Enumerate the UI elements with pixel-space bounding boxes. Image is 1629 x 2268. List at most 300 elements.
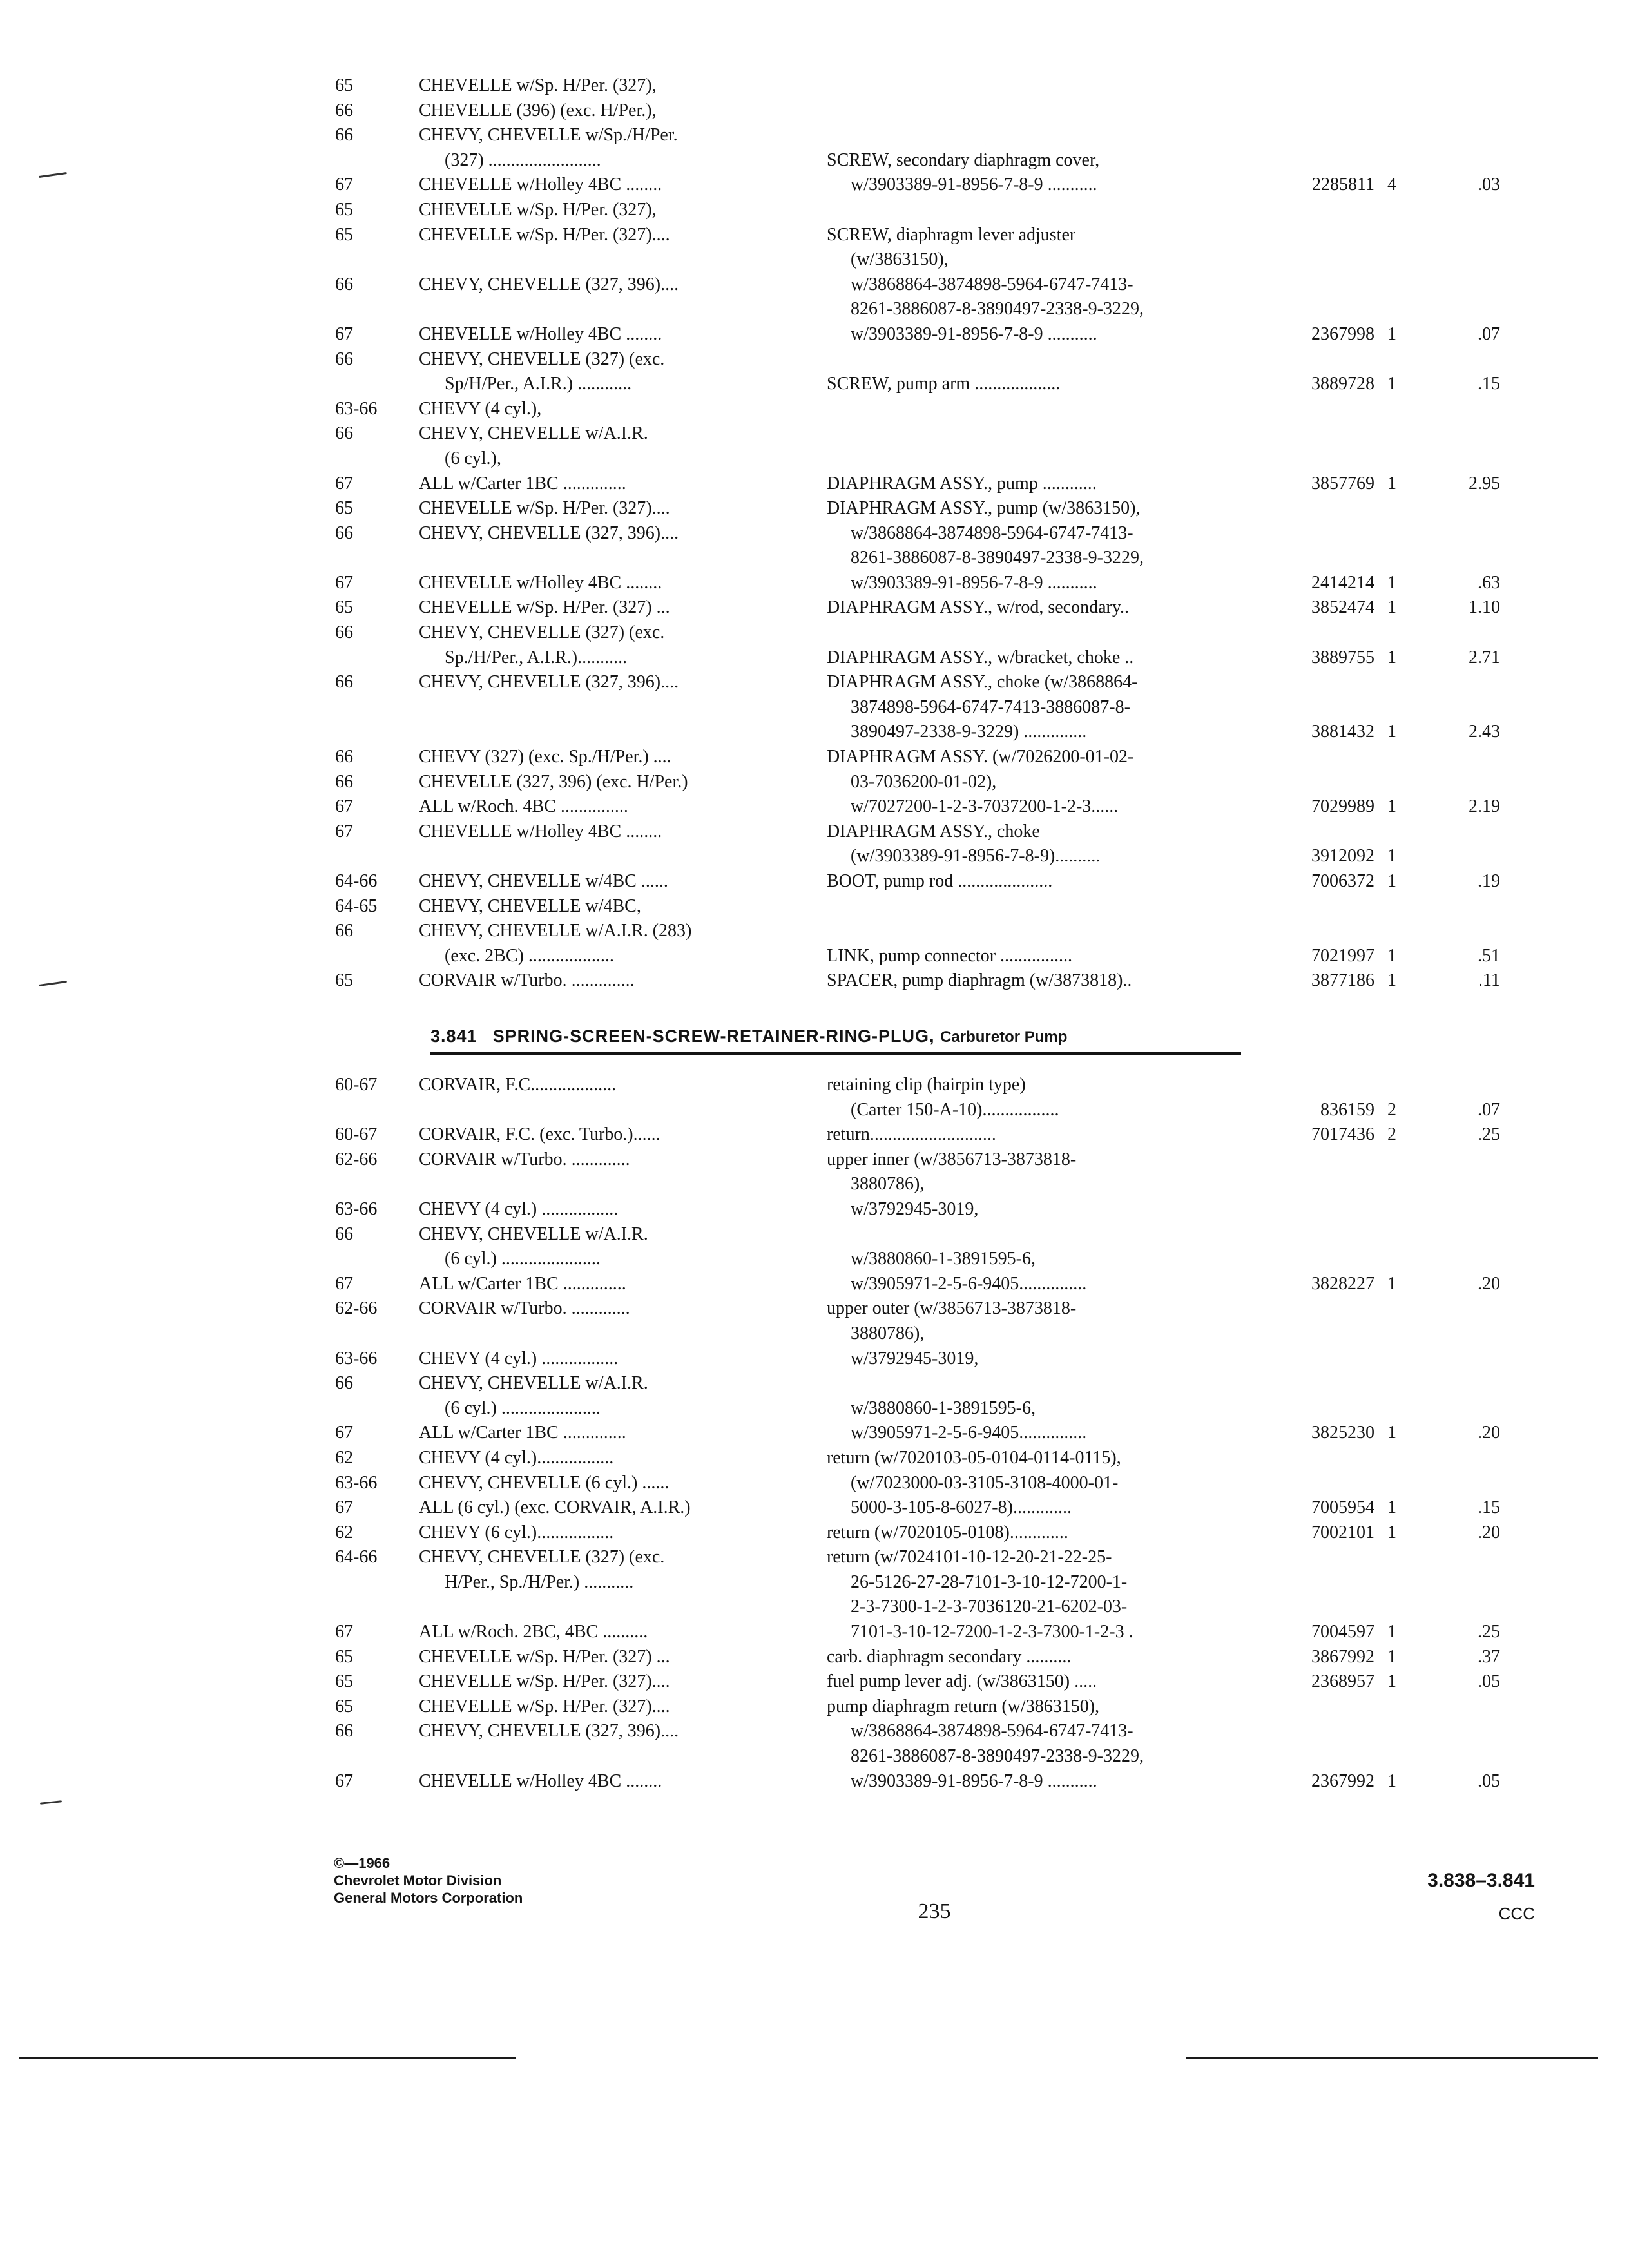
table-row xyxy=(335,820,1534,845)
quantity: 1 xyxy=(1387,722,1396,742)
model-year: 66 xyxy=(335,100,353,120)
model-application: CHEVY, CHEVELLE w/A.I.R. xyxy=(419,423,648,444)
table-row xyxy=(335,1247,1534,1272)
quantity: 1 xyxy=(1387,970,1396,991)
table-row xyxy=(335,1073,1534,1098)
model-application: (6 cyl.) ...................... xyxy=(445,1398,601,1418)
model-application: CHEVY, CHEVELLE w/Sp./H/Per. xyxy=(419,125,678,146)
part-number: 3877186 xyxy=(1311,970,1374,991)
model-application: CORVAIR w/Turbo. .............. xyxy=(419,970,635,991)
model-application: CORVAIR w/Turbo. ............. xyxy=(419,1149,630,1169)
model-year: 65 xyxy=(335,498,353,519)
model-year: 67 xyxy=(335,1273,353,1294)
section-number: 3.841 xyxy=(430,1026,477,1046)
table-row xyxy=(335,347,1534,372)
model-year: 64-66 xyxy=(335,1547,378,1568)
table-row xyxy=(335,1471,1534,1496)
part-number: 2285811 xyxy=(1312,175,1374,195)
model-application: (exc. 2BC) ................... xyxy=(445,945,614,966)
part-description: SCREW, diaphragm lever adjuster xyxy=(827,224,1076,245)
part-description: SCREW, pump arm ................... xyxy=(827,374,1061,394)
model-application: (6 cyl.) ...................... xyxy=(445,1249,601,1269)
quantity: 1 xyxy=(1387,597,1396,618)
model-year: 67 xyxy=(335,821,353,841)
bottom-rule xyxy=(19,2057,516,2059)
part-description: 7101-3-10-12-7200-1-2-3-7300-1-2-3 . xyxy=(851,1622,1133,1642)
part-description: w/7027200-1-2-3-7037200-1-2-3...... xyxy=(851,796,1119,817)
model-application: (6 cyl.), xyxy=(445,448,501,468)
price: .15 xyxy=(1478,1497,1500,1518)
model-application: CHEVELLE w/Sp. H/Per. (327).... xyxy=(419,224,670,245)
model-application: CHEVELLE w/Sp. H/Per. (327).... xyxy=(419,1671,670,1692)
bottom-rule xyxy=(1186,2057,1598,2059)
model-year: 65 xyxy=(335,1696,353,1716)
model-year: 67 xyxy=(335,1497,353,1518)
quantity: 1 xyxy=(1387,1497,1396,1518)
table-row xyxy=(335,1122,1534,1148)
part-description: DIAPHRAGM ASSY., w/rod, secondary.. xyxy=(827,597,1130,618)
part-number: 3867992 xyxy=(1311,1646,1374,1667)
table-row xyxy=(335,1669,1534,1695)
price: .37 xyxy=(1478,1646,1500,1667)
part-description: 03-7036200-01-02), xyxy=(851,771,997,792)
price: .20 xyxy=(1478,1273,1500,1294)
table-row xyxy=(335,720,1534,745)
table-row xyxy=(335,1272,1534,1297)
part-number: 3881432 xyxy=(1311,722,1374,742)
table-row xyxy=(335,521,1534,546)
model-year: 65 xyxy=(335,199,353,220)
quantity: 4 xyxy=(1387,175,1396,195)
part-number: 7004597 xyxy=(1311,1622,1374,1642)
model-application: CHEVY (6 cyl.)................. xyxy=(419,1522,614,1542)
model-application: CORVAIR, F.C. (exc. Turbo.)...... xyxy=(419,1124,660,1145)
table-row xyxy=(335,447,1534,472)
table-row xyxy=(335,1321,1534,1347)
part-description: w/3792945-3019, xyxy=(851,1348,979,1369)
model-application: H/Per., Sp./H/Per.) ........... xyxy=(445,1571,634,1592)
model-year: 66 xyxy=(335,921,353,941)
copyright-block xyxy=(334,1854,669,1907)
part-description: w/3880860-1-3891595-6, xyxy=(851,1249,1036,1269)
model-year: 67 xyxy=(335,572,353,593)
part-description: w/3903389-91-8956-7-8-9 ........... xyxy=(851,175,1097,195)
model-year: 67 xyxy=(335,1771,353,1791)
part-description: (Carter 150-A-10)................. xyxy=(851,1099,1059,1120)
part-description: w/3868864-3874898-5964-6747-7413- xyxy=(851,1721,1133,1742)
table-row xyxy=(335,297,1534,322)
quantity: 1 xyxy=(1387,871,1396,891)
table-row xyxy=(335,1645,1534,1670)
model-application: CHEVELLE w/Sp. H/Per. (327) ... xyxy=(419,597,670,618)
table-row xyxy=(335,1098,1534,1123)
model-year: 67 xyxy=(335,175,353,195)
table-row xyxy=(335,322,1534,347)
scan-mark xyxy=(40,1800,62,1805)
model-year: 62-66 xyxy=(335,1298,378,1319)
part-description: DIAPHRAGM ASSY., choke (w/3868864- xyxy=(827,672,1138,693)
part-number: 3889728 xyxy=(1311,374,1374,394)
table-row xyxy=(335,173,1534,198)
price: .51 xyxy=(1478,945,1500,966)
part-description: 5000-3-105-8-6027-8)............. xyxy=(851,1497,1072,1518)
model-year: 66 xyxy=(335,349,353,369)
price: .05 xyxy=(1478,1671,1500,1692)
model-year: 62-66 xyxy=(335,1149,378,1169)
part-description: return (w/7020105-0108)............. xyxy=(827,1522,1068,1542)
part-number: 2367998 xyxy=(1311,323,1374,344)
model-application: CHEVY (4 cyl.) ................. xyxy=(419,1198,619,1219)
part-description: DIAPHRAGM ASSY., pump ............ xyxy=(827,473,1097,494)
copyright-line: General Motors Corporation xyxy=(334,1890,523,1906)
model-application: CHEVELLE w/Sp. H/Per. (327), xyxy=(419,199,657,220)
model-application: CHEVELLE w/Holley 4BC ........ xyxy=(419,821,662,841)
table-row xyxy=(335,1521,1534,1546)
price: .19 xyxy=(1478,871,1500,891)
model-year: 63-66 xyxy=(335,398,378,419)
table-row xyxy=(335,894,1534,919)
part-description: w/3868864-3874898-5964-6747-7413- xyxy=(851,523,1133,543)
table-row xyxy=(335,223,1534,248)
model-application: (327) ......................... xyxy=(445,149,601,170)
quantity: 1 xyxy=(1387,1671,1396,1692)
model-application: CHEVY (4 cyl.), xyxy=(419,398,542,419)
model-application: CHEVY, CHEVELLE (327) (exc. xyxy=(419,622,665,643)
section-heading xyxy=(430,1021,1241,1055)
price: .25 xyxy=(1478,1622,1500,1642)
model-application: CHEVY, CHEVELLE w/4BC, xyxy=(419,896,641,916)
table-row xyxy=(335,496,1534,521)
model-year: 63-66 xyxy=(335,1472,378,1493)
model-application: CHEVELLE w/Holley 4BC ........ xyxy=(419,175,662,195)
part-description: DIAPHRAGM ASSY., w/bracket, choke .. xyxy=(827,647,1134,668)
part-description: w/3903389-91-8956-7-8-9 ........... xyxy=(851,572,1097,593)
part-description: DIAPHRAGM ASSY. (w/7026200-01-02- xyxy=(827,747,1134,767)
table-row xyxy=(335,844,1534,869)
part-number: 836159 xyxy=(1320,1099,1374,1120)
price: 2.71 xyxy=(1469,647,1500,668)
table-row xyxy=(335,1172,1534,1197)
part-description: w/3905971-2-5-6-9405............... xyxy=(851,1273,1087,1294)
part-description: (w/3903389-91-8956-7-8-9).......... xyxy=(851,846,1101,867)
model-application: CHEVELLE w/Sp. H/Per. (327).... xyxy=(419,498,670,519)
model-application: CHEVY, CHEVELLE (327) (exc. xyxy=(419,349,665,369)
model-application: CHEVELLE w/Sp. H/Per. (327).... xyxy=(419,1696,670,1716)
quantity: 1 xyxy=(1387,572,1396,593)
price: .07 xyxy=(1478,1099,1500,1120)
table-row xyxy=(335,99,1534,124)
part-number: 7017436 xyxy=(1311,1124,1374,1145)
table-row xyxy=(335,123,1534,148)
price: .03 xyxy=(1478,175,1500,195)
model-application: CHEVY, CHEVELLE (327, 396).... xyxy=(419,672,679,693)
model-application: CHEVY, CHEVELLE w/A.I.R. xyxy=(419,1373,648,1394)
model-application: ALL w/Roch. 4BC ............... xyxy=(419,796,628,817)
part-description: SPACER, pump diaphragm (w/3873818).. xyxy=(827,970,1132,991)
model-year: 66 xyxy=(335,747,353,767)
price: 1.10 xyxy=(1469,597,1500,618)
model-year: 65 xyxy=(335,1671,353,1692)
model-application: CHEVY, CHEVELLE w/A.I.R. (283) xyxy=(419,921,692,941)
table-row xyxy=(335,1495,1534,1521)
part-description: upper inner (w/3856713-3873818- xyxy=(827,1149,1077,1169)
price: 2.95 xyxy=(1469,473,1500,494)
table-row xyxy=(335,1446,1534,1471)
table-row xyxy=(335,620,1534,646)
model-application: CHEVELLE w/Holley 4BC ........ xyxy=(419,1771,662,1791)
model-year: 65 xyxy=(335,970,353,991)
model-year: 67 xyxy=(335,796,353,817)
part-description: SCREW, secondary diaphragm cover, xyxy=(827,149,1100,170)
part-description: DIAPHRAGM ASSY., pump (w/3863150), xyxy=(827,498,1141,519)
part-description: return (w/7024101-10-12-20-21-22-25- xyxy=(827,1547,1112,1568)
table-row xyxy=(335,1545,1534,1570)
table-row xyxy=(335,869,1534,894)
model-year: 63-66 xyxy=(335,1348,378,1369)
model-application: CHEVY, CHEVELLE (327, 396).... xyxy=(419,523,679,543)
model-application: CORVAIR, F.C................... xyxy=(419,1075,617,1095)
part-number: 3889755 xyxy=(1311,647,1374,668)
quantity: 1 xyxy=(1387,473,1396,494)
section-subtitle: Carburetor Pump xyxy=(940,1028,1068,1046)
quantity: 1 xyxy=(1387,1622,1396,1642)
model-application: CHEVELLE (327, 396) (exc. H/Per.) xyxy=(419,771,688,792)
table-row xyxy=(335,1421,1534,1446)
quantity: 1 xyxy=(1387,647,1396,668)
model-year: 64-66 xyxy=(335,871,378,891)
table-row xyxy=(335,421,1534,447)
model-application: CHEVY, CHEVELLE (327, 396).... xyxy=(419,1721,679,1742)
table-row xyxy=(335,919,1534,944)
model-application: CORVAIR w/Turbo. ............. xyxy=(419,1298,630,1319)
quantity: 1 xyxy=(1387,1646,1396,1667)
table-row xyxy=(335,968,1534,994)
model-application: Sp./H/Per., A.I.R.)........... xyxy=(445,647,628,668)
part-description: DIAPHRAGM ASSY., choke xyxy=(827,821,1040,841)
part-number: 7006372 xyxy=(1311,871,1374,891)
part-description: return............................ xyxy=(827,1124,996,1145)
price: .20 xyxy=(1478,1522,1500,1542)
part-description: return (w/7020103-05-0104-0114-0115), xyxy=(827,1447,1121,1468)
part-number: 3912092 xyxy=(1311,846,1374,867)
table-row xyxy=(335,397,1534,422)
part-description: 2-3-7300-1-2-3-7036120-21-6202-03- xyxy=(851,1597,1128,1617)
part-description: 8261-3886087-8-3890497-2338-9-3229, xyxy=(851,548,1144,568)
table-row xyxy=(335,1620,1534,1645)
table-row xyxy=(335,1197,1534,1222)
table-row xyxy=(335,695,1534,720)
model-year: 65 xyxy=(335,224,353,245)
price: 2.43 xyxy=(1469,722,1500,742)
part-number: 2414214 xyxy=(1311,572,1374,593)
model-application: CHEVY, CHEVELLE w/4BC ...... xyxy=(419,871,668,891)
model-application: CHEVY (327) (exc. Sp./H/Per.) .... xyxy=(419,747,671,767)
table-row xyxy=(335,1769,1534,1794)
model-application: ALL w/Roch. 2BC, 4BC .......... xyxy=(419,1622,648,1642)
table-row xyxy=(335,745,1534,770)
table-row xyxy=(335,670,1534,695)
table-row xyxy=(335,1371,1534,1396)
part-description: w/3905971-2-5-6-9405............... xyxy=(851,1423,1087,1443)
part-description: (w/3863150), xyxy=(851,249,949,270)
table-row xyxy=(335,571,1534,596)
quantity: 1 xyxy=(1387,323,1396,344)
model-year: 66 xyxy=(335,523,353,543)
model-application: ALL (6 cyl.) (exc. CORVAIR, A.I.R.) xyxy=(419,1497,691,1518)
model-year: 66 xyxy=(335,1721,353,1742)
table-row xyxy=(335,148,1534,173)
model-year: 60-67 xyxy=(335,1124,378,1145)
part-number: 7021997 xyxy=(1311,945,1374,966)
price: .25 xyxy=(1478,1124,1500,1145)
model-year: 66 xyxy=(335,423,353,444)
price: .05 xyxy=(1478,1771,1500,1791)
part-number: 3828227 xyxy=(1311,1273,1374,1294)
price: .63 xyxy=(1478,572,1500,593)
model-year: 65 xyxy=(335,597,353,618)
quantity: 1 xyxy=(1387,796,1396,817)
quantity: 1 xyxy=(1387,374,1396,394)
part-description: 3880786), xyxy=(851,1174,925,1195)
model-year: 67 xyxy=(335,1423,353,1443)
parts-table-bottom xyxy=(335,1073,1534,1794)
price: .11 xyxy=(1478,970,1500,991)
section-code: CCC xyxy=(1498,1904,1535,1923)
table-row xyxy=(335,73,1534,99)
model-year: 66 xyxy=(335,622,353,643)
model-application: CHEVY (4 cyl.) ................. xyxy=(419,1348,619,1369)
model-year: 60-67 xyxy=(335,1075,378,1095)
model-application: CHEVELLE (396) (exc. H/Per.), xyxy=(419,100,657,120)
price: .20 xyxy=(1478,1423,1500,1443)
table-row xyxy=(335,247,1534,273)
page-number: 235 xyxy=(918,1899,951,1923)
part-description: w/3880860-1-3891595-6, xyxy=(851,1398,1036,1418)
part-number: 3852474 xyxy=(1311,597,1374,618)
model-application: CHEVELLE w/Sp. H/Per. (327), xyxy=(419,75,657,95)
part-description: w/3868864-3874898-5964-6747-7413- xyxy=(851,274,1133,294)
part-number: 7005954 xyxy=(1311,1497,1374,1518)
part-description: w/3903389-91-8956-7-8-9 ........... xyxy=(851,323,1097,344)
model-year: 66 xyxy=(335,672,353,693)
model-year: 64-65 xyxy=(335,896,378,916)
scan-mark xyxy=(39,172,67,178)
table-row xyxy=(335,1744,1534,1769)
table-row xyxy=(335,198,1534,223)
table-row xyxy=(335,794,1534,820)
model-application: CHEVELLE w/Sp. H/Per. (327) ... xyxy=(419,1646,670,1667)
model-year: 66 xyxy=(335,125,353,146)
part-number: 2367992 xyxy=(1311,1771,1374,1791)
model-year: 66 xyxy=(335,1373,353,1394)
part-description: 3890497-2338-9-3229) .............. xyxy=(851,722,1087,742)
model-application: Sp/H/Per., A.I.R.) ............ xyxy=(445,374,632,394)
part-description: fuel pump lever adj. (w/3863150) ..... xyxy=(827,1671,1097,1692)
table-row xyxy=(335,372,1534,397)
quantity: 2 xyxy=(1387,1099,1396,1120)
model-year: 65 xyxy=(335,1646,353,1667)
part-number: 7002101 xyxy=(1311,1522,1374,1542)
quantity: 1 xyxy=(1387,1771,1396,1791)
price: .15 xyxy=(1478,374,1500,394)
part-description: 8261-3886087-8-3890497-2338-9-3229, xyxy=(851,299,1144,320)
quantity: 1 xyxy=(1387,1273,1396,1294)
price: 2.19 xyxy=(1469,796,1500,817)
model-year: 67 xyxy=(335,323,353,344)
table-row xyxy=(335,770,1534,795)
part-description: 26-5126-27-28-7101-3-10-12-7200-1- xyxy=(851,1571,1128,1592)
quantity: 1 xyxy=(1387,1423,1396,1443)
model-application: CHEVY, CHEVELLE (327, 396).... xyxy=(419,274,679,294)
part-description: w/3903389-91-8956-7-8-9 ........... xyxy=(851,1771,1097,1791)
part-description: (w/7023000-03-3105-3108-4000-01- xyxy=(851,1472,1119,1493)
model-application: ALL w/Carter 1BC .............. xyxy=(419,1273,626,1294)
part-description: pump diaphragm return (w/3863150), xyxy=(827,1696,1100,1716)
model-year: 66 xyxy=(335,274,353,294)
table-row xyxy=(335,1347,1534,1372)
table-row xyxy=(335,1695,1534,1720)
model-application: CHEVY (4 cyl.)................. xyxy=(419,1447,614,1468)
price: .07 xyxy=(1478,323,1500,344)
part-number: 3825230 xyxy=(1311,1423,1374,1443)
model-application: ALL w/Carter 1BC .............. xyxy=(419,473,626,494)
table-row xyxy=(335,472,1534,497)
section-title: SPRING-SCREEN-SCREW-RETAINER-RING-PLUG, xyxy=(492,1026,935,1046)
table-row xyxy=(335,1570,1534,1595)
model-year: 63-66 xyxy=(335,1198,378,1219)
quantity: 1 xyxy=(1387,846,1396,867)
parts-table-top xyxy=(335,73,1534,994)
model-year: 67 xyxy=(335,473,353,494)
part-description: BOOT, pump rod ..................... xyxy=(827,871,1053,891)
model-application: ALL w/Carter 1BC .............. xyxy=(419,1423,626,1443)
part-description: 8261-3886087-8-3890497-2338-9-3229, xyxy=(851,1746,1144,1767)
part-description: upper outer (w/3856713-3873818- xyxy=(827,1298,1077,1319)
copyright-line: Chevrolet Motor Division xyxy=(334,1872,502,1888)
table-row xyxy=(335,646,1534,671)
table-row xyxy=(335,273,1534,298)
model-application: CHEVELLE w/Holley 4BC ........ xyxy=(419,323,662,344)
table-row xyxy=(335,1595,1534,1620)
part-description: 3880786), xyxy=(851,1323,925,1343)
part-description: 3874898-5964-6747-7413-3886087-8- xyxy=(851,697,1130,717)
part-number: 3857769 xyxy=(1311,473,1374,494)
quantity: 1 xyxy=(1387,1522,1396,1542)
part-description: w/3792945-3019, xyxy=(851,1198,979,1219)
table-row xyxy=(335,546,1534,571)
model-year: 62 xyxy=(335,1447,353,1468)
model-year: 62 xyxy=(335,1522,353,1542)
table-row xyxy=(335,1396,1534,1421)
table-row xyxy=(335,1719,1534,1744)
part-number: 7029989 xyxy=(1311,796,1374,817)
model-application: CHEVELLE w/Holley 4BC ........ xyxy=(419,572,662,593)
model-application: CHEVY, CHEVELLE (6 cyl.) ...... xyxy=(419,1472,670,1493)
table-row xyxy=(335,1296,1534,1321)
model-year: 67 xyxy=(335,1622,353,1642)
part-description: retaining clip (hairpin type) xyxy=(827,1075,1026,1095)
section-range: 3.838–3.841 xyxy=(1427,1870,1535,1891)
table-row xyxy=(335,1148,1534,1173)
model-year: 65 xyxy=(335,75,353,95)
table-row xyxy=(335,944,1534,969)
copyright-line: ©—1966 xyxy=(334,1855,390,1871)
part-number: 2368957 xyxy=(1311,1671,1374,1692)
table-row xyxy=(335,1222,1534,1247)
part-description: carb. diaphragm secondary .......... xyxy=(827,1646,1072,1667)
model-year: 66 xyxy=(335,771,353,792)
model-application: CHEVY, CHEVELLE w/A.I.R. xyxy=(419,1224,648,1244)
